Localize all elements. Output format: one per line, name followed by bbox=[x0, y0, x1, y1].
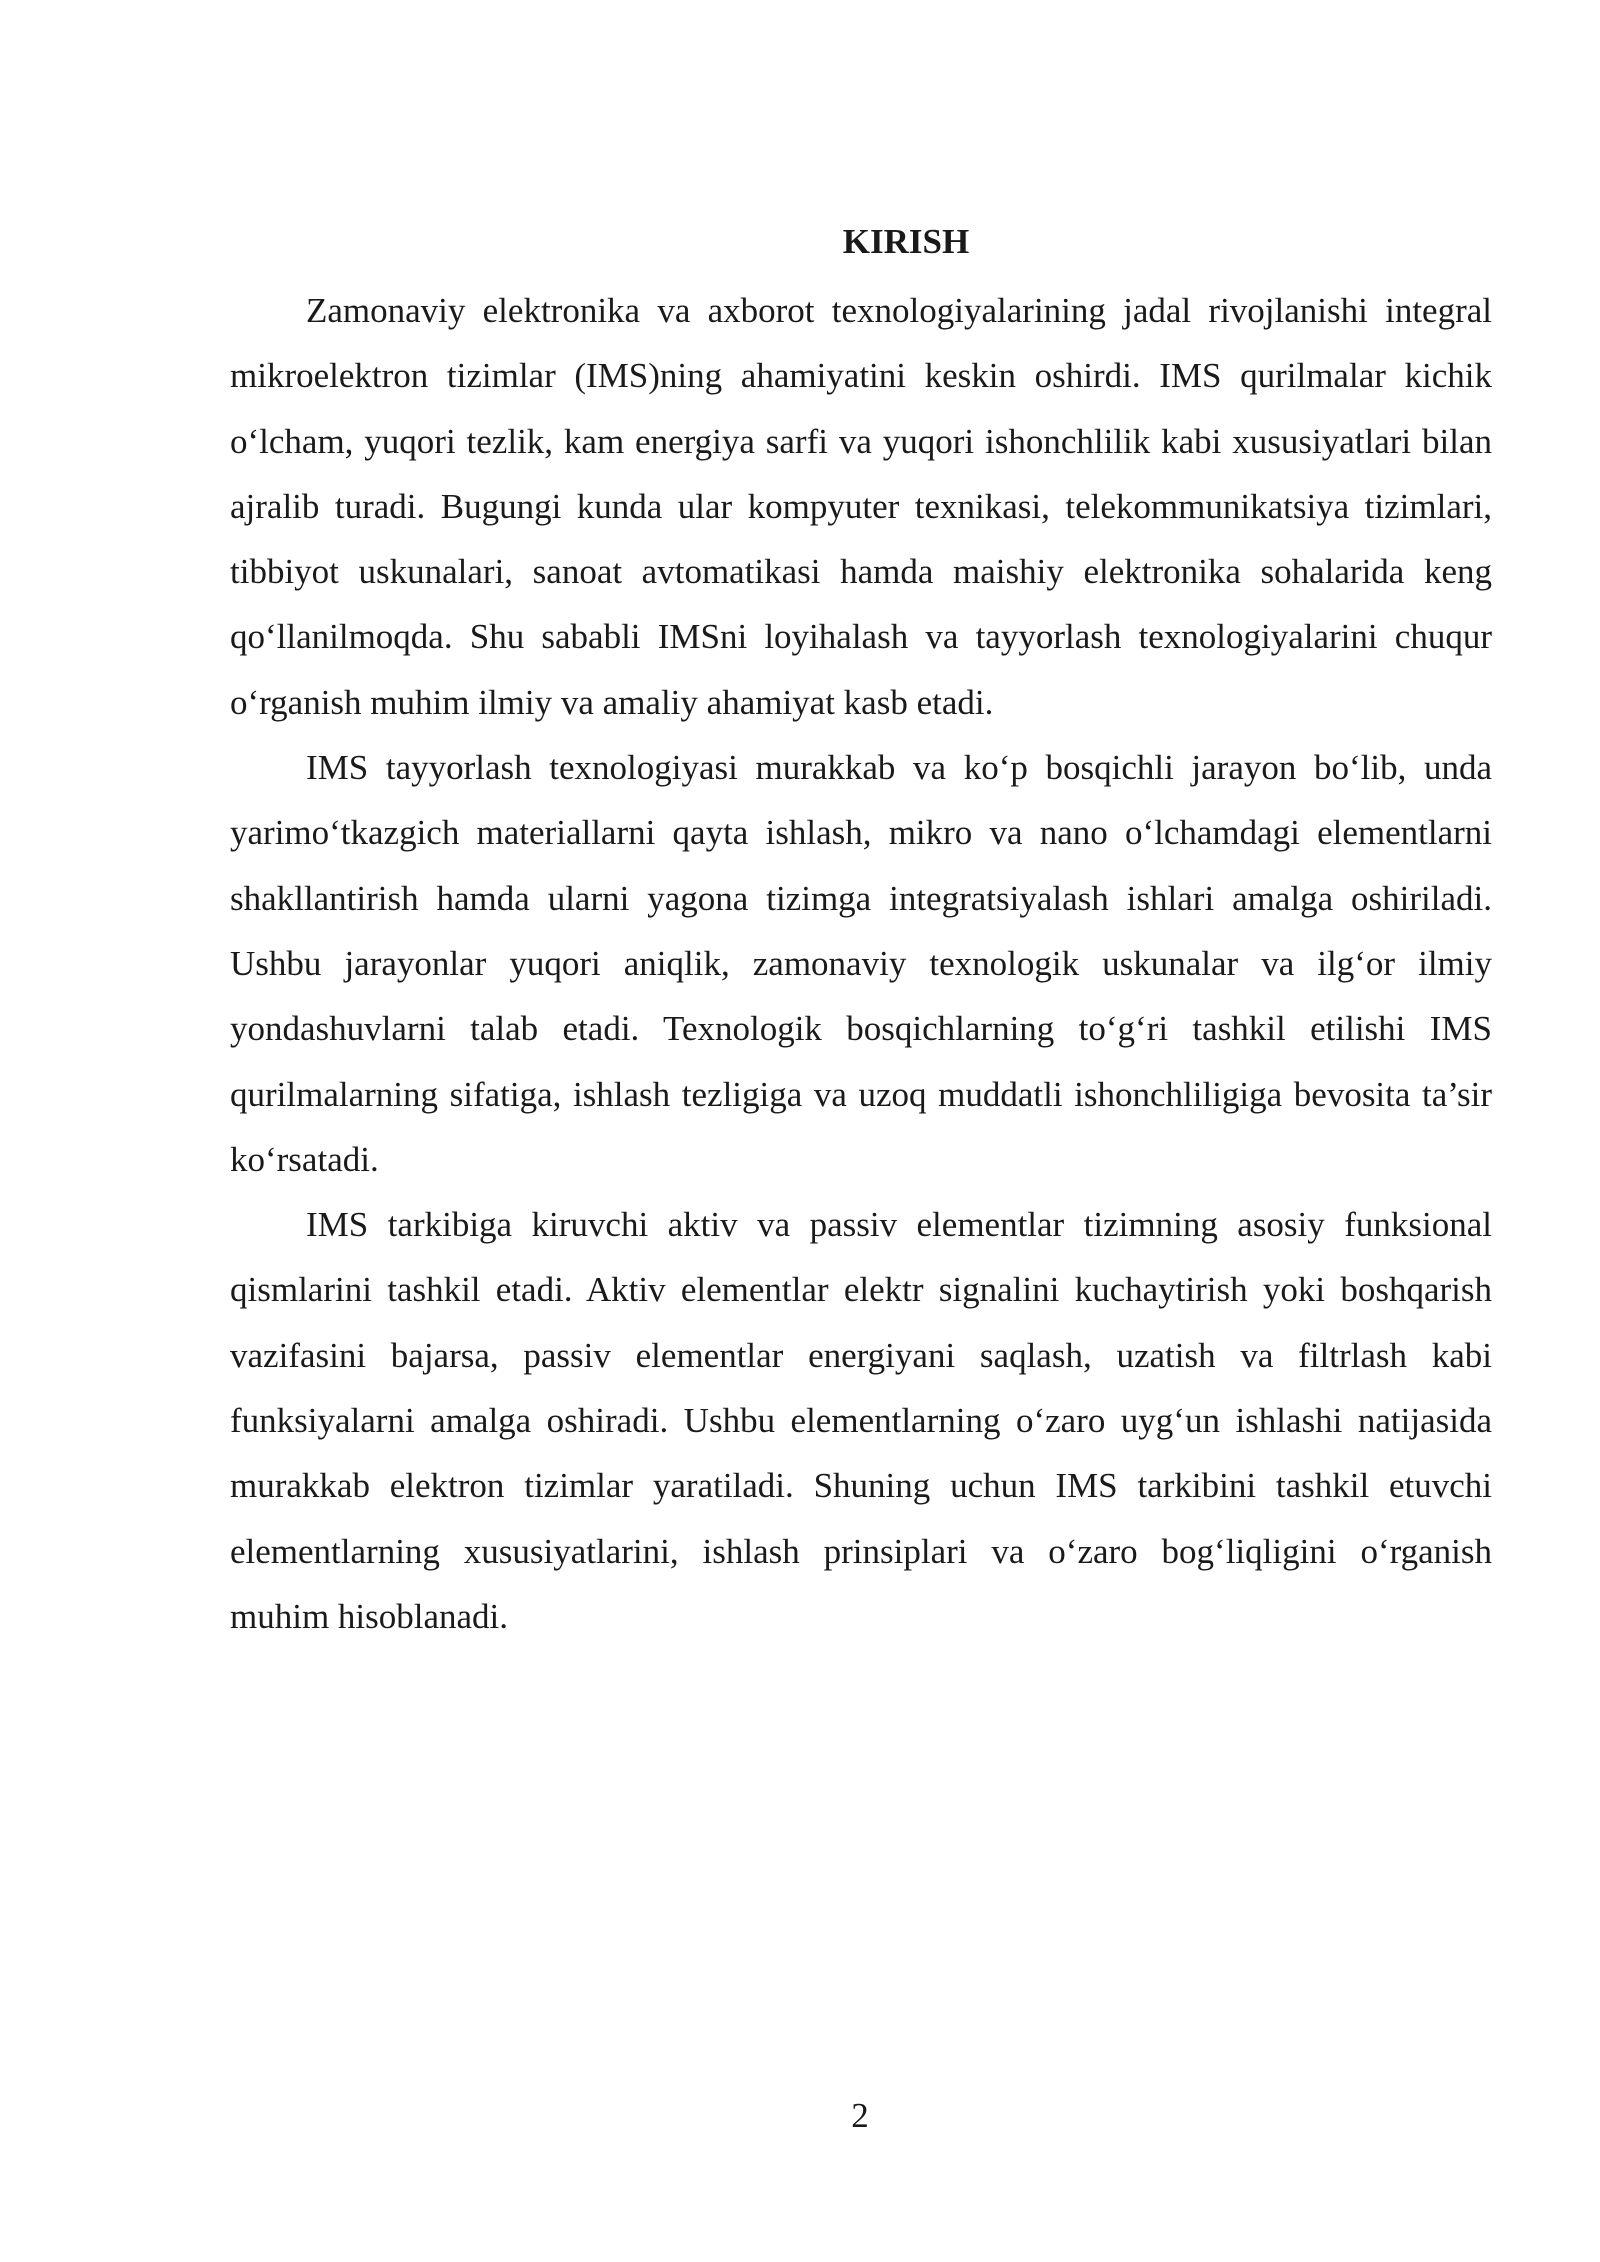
page-content bbox=[230, 218, 1492, 1649]
page-number: 2 bbox=[851, 2096, 869, 2135]
section-heading: KIRISH bbox=[842, 222, 970, 261]
paragraph-1: Zamonaviy elektronika va axborot texnologiyalarining jadal rivojlanishi integral mikroelektron tizimlar (IMS)ning ahamiyatini keskin oshirdi. IMS qurilmalar kichik o‘lcham, yuqori tezlik, kam energiya sarfi va yuqori ishonchlilik kabi xususiyatlari bilan ajralib turadi. Bugungi kunda ular kompyuter texnikasi, telekommunikatsiya tizimlari, tibbiyot uskunalari, sanoat avtomatikasi hamda maishiy elektronika sohalarida keng qo‘llanilmoqda. Shu sababli IMSni loyihalash va tayyorlash texnologiyalarini chuqur o‘rganish muhim ilmiy va amaliy ahamiyat kasb etadi. bbox=[230, 291, 1492, 722]
paragraph-2: IMS tayyorlash texnologiyasi murakkab va ko‘p bosqichli jarayon bo‘lib, unda yarimo‘tkazgich materiallarni qayta ishlash, mikro va nano o‘lchamdagi elementlarni shakllantirish hamda ularni yagona tizimga integratsiyalash ishlari amalga oshiriladi. Ushbu jarayonlar yuqori aniqlik, zamonaviy texnologik uskunalar va ilg‘or ilmiy yondashuvlarni talab etadi. Texnologik bosqichlarning to‘g‘ri tashkil etilishi IMS qurilmalarning sifatiga, ishlash tezligiga va uzoq muddatli ishonchliligiga bevosita ta’sir ko‘rsatadi. bbox=[230, 748, 1492, 1179]
paragraph-3: IMS tarkibiga kiruvchi aktiv va passiv elementlar tizimning asosiy funksional qismlarini tashkil etadi. Aktiv elementlar elektr signalini kuchaytirish yoki boshqarish vazifasini bajarsa, passiv elementlar energiyani saqlash, uzatish va filtrlash kabi funksiyalarni amalga oshiradi. Ushbu elementlarning o‘zaro uyg‘un ishlashi natijasida murakkab elektron tizimlar yaratiladi. Shuning uchun IMS tarkibini tashkil etuvchi elementlarning xususiyatlarini, ishlash prinsiplari va o‘zaro bog‘liqligini o‘rganish muhim hisoblanadi. bbox=[230, 1205, 1492, 1636]
